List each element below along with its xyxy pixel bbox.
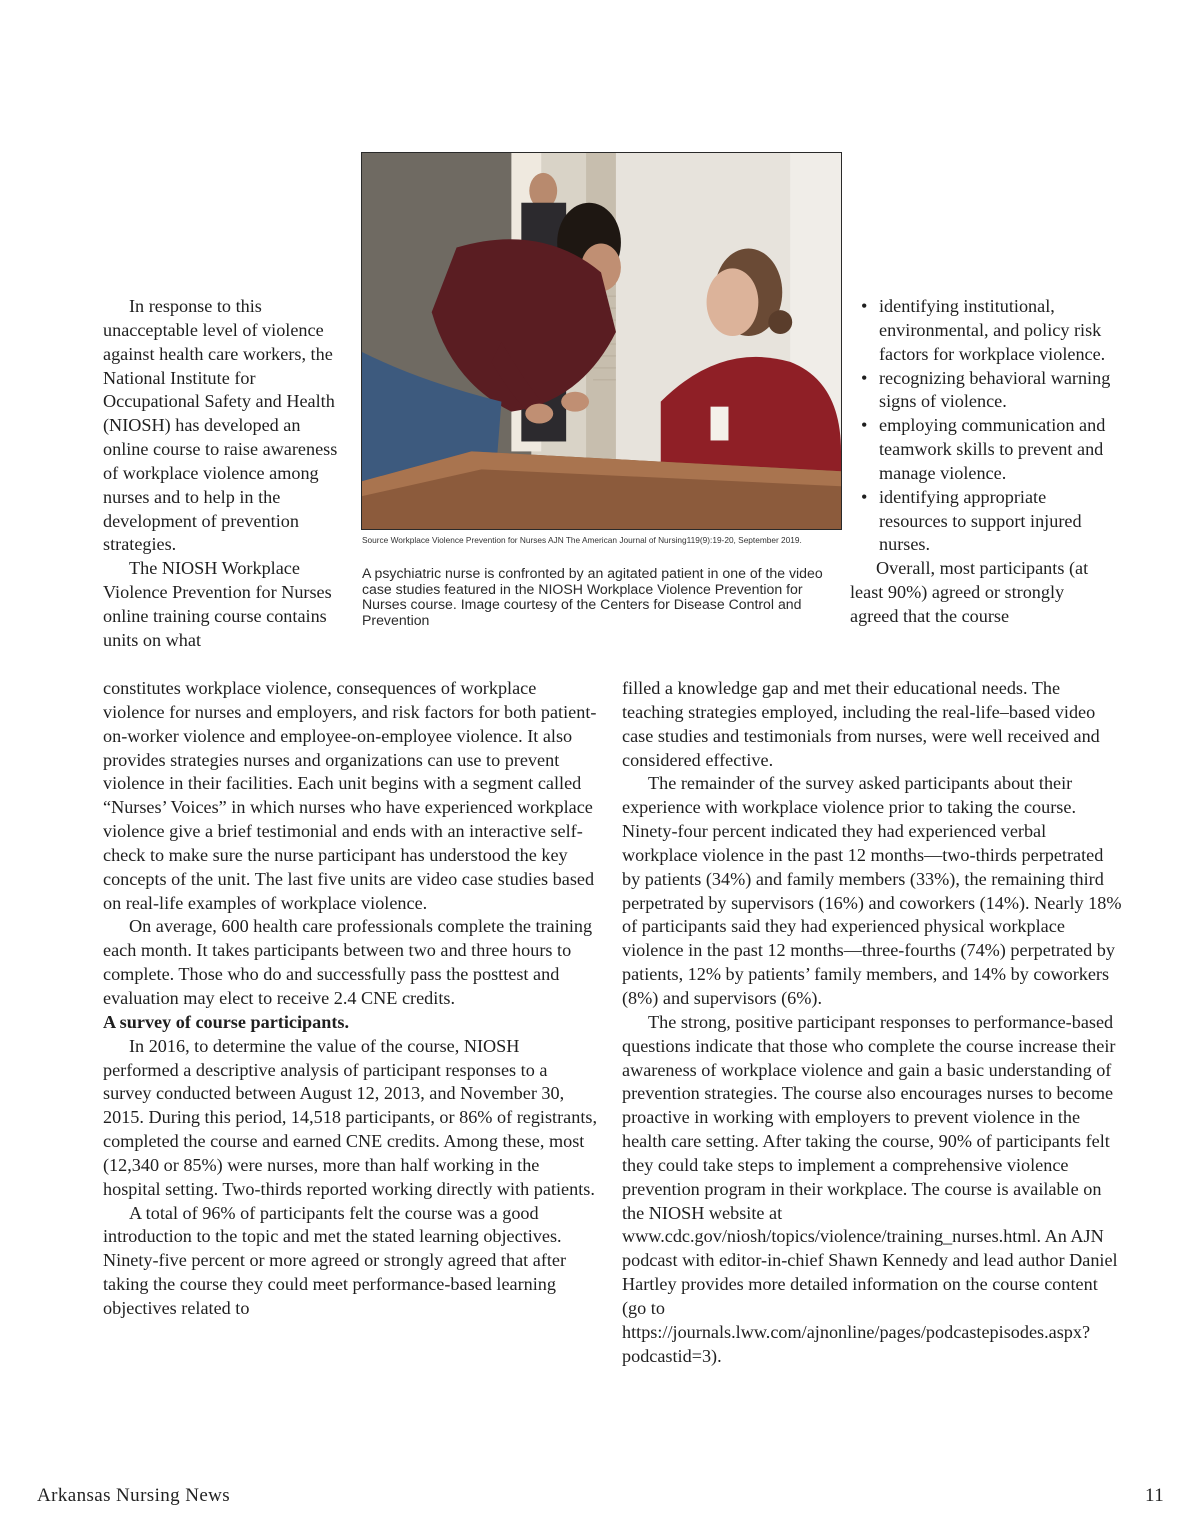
bullet-text: employing communication and teamwork skills to prevent and manage violence. bbox=[879, 415, 1106, 483]
bullet-text: recognizing behavioral warning signs of violence. bbox=[879, 367, 1111, 412]
bullet-item bbox=[850, 367, 1112, 415]
paragraph-course-units-rest: constitutes workplace violence, consequences of workplace violence for nurses and employers, and risk factors for both patient-on-worker violence and employee-on-employee violence. It also provides strategies nurses and organizations can use to prevent violence in their facilities. Each unit begins with a segment called “Nurses’ Voices” in which nurses who have experienced workplace violence give a brief testimonial and ends with an interactive self-check to make sure the nurse participant has understood the key concepts of the unit. The last five units are video case studies based on real-life examples of workplace violence. bbox=[103, 678, 597, 913]
photo-illustration bbox=[362, 153, 841, 529]
paragraph-course-units-start: The NIOSH Workplace Violence Prevention for Nurses online training course contains units on what bbox=[103, 558, 332, 650]
bullet-item bbox=[850, 295, 1112, 367]
article-photo bbox=[361, 152, 842, 530]
bullet-text: identifying institutional, environmental, and policy risk factors for workplace violence. bbox=[879, 296, 1106, 364]
bullet-item bbox=[850, 486, 1112, 558]
paragraph-prior-violence: The remainder of the survey asked participants about their experience with workplace violence prior to taking the course. Ninety-four percent indicated they had experienced verbal workplace violence in the past 12 months—two-thirds perpetrated by patients (34%) and family members (33%), the remaining third perpetrated by supervisors (16%) and coworkers (14%). Nearly 18% of participants said they had experienced physical workplace violence in the past 12 months—three-fourths (74%) perpetrated by patients, 12% by patients’ family members, and 14% by coworkers (8%) and supervisors (6%). bbox=[622, 773, 1122, 1008]
paragraph-overall-rest: filled a knowledge gap and met their educational needs. The teaching strategies employed, including the real-life–based video case studies and testimonials from nurses, were well received and considered effective. bbox=[622, 678, 1100, 770]
bullet-marker: • bbox=[861, 367, 868, 388]
footer-page-number: 11 bbox=[1145, 1485, 1165, 1506]
paragraph-survey-analysis: In 2016, to determine the value of the course, NIOSH performed a descriptive analysis of participant responses to a survey conducted between August 12, 2013, and November 30, 2015. During this period, 14,518 participants, or 86% of registrants, completed the course and earned CNE credits. Among these, most (12,340 or 85%) were nurses, more than half working in the hospital setting. Two-thirds reported working directly with patients. bbox=[103, 1035, 598, 1199]
paragraph-overall-start: Overall, most participants (at least 90%) agreed or strongly agreed that the course bbox=[850, 558, 1089, 626]
bullet-marker: • bbox=[861, 415, 868, 436]
section-heading-survey: A survey of course participants. bbox=[103, 1011, 350, 1032]
photo-source-credit: Source Workplace Violence Prevention for Nurses AJN The American Journal of Nursing119(9):19-20, September 2019. bbox=[362, 535, 802, 545]
left-narrow-column bbox=[103, 295, 339, 653]
paragraph-average-completion: On average, 600 health care professionals complete the training each month. It takes participants between two and three hours to complete. Those who do and successfully pass the posttest and evaluation may elect to receive 2.4 CNE credits. bbox=[103, 916, 593, 1008]
paragraph-intro: In response to this unacceptable level of violence against health care workers, the National Institute for Occupational Safety and Health (NIOSH) has developed an online course to raise awareness of workplace violence among nurses and to help in the development of prevention strategies. bbox=[103, 296, 338, 555]
right-wide-column bbox=[622, 677, 1122, 1368]
paragraph-learning-objectives: A total of 96% of participants felt the course was a good introduction to the topic and met the stated learning objectives. Ninety-five percent or more agreed or strongly agreed that after taking the course they could meet performance-based learning objectives related to bbox=[103, 1202, 567, 1318]
bullet-marker: • bbox=[861, 486, 868, 507]
bullet-marker: • bbox=[861, 296, 868, 316]
bullet-item bbox=[850, 414, 1112, 486]
paragraph-conclusion: The strong, positive participant responses to performance-based questions indicate that those who complete the course increase their awareness of workplace violence and gain a basic understanding of prevention strategies. The course also encourages nurses to become proactive in working with employers to prevent violence in the health care setting. After taking the course, 90% of participants felt they could take steps to implement a comprehensive violence prevention program in their workplace. The course is available on the NIOSH website at www.cdc.gov/niosh/topics/violence/training_nurses.html. An AJN podcast with editor-in-chief Shawn Kennedy and lead author Daniel Hartley provides more detailed information on the course content (go to https://journals.lww.com/ajnonline/pages/podcastepisodes.aspx?podcastid=3). bbox=[622, 1011, 1118, 1366]
bullet-text: identifying appropriate resources to support injured nurses. bbox=[879, 486, 1082, 555]
left-wide-column bbox=[103, 677, 598, 1321]
objectives-bullet-list bbox=[850, 295, 1112, 557]
photo-caption: A psychiatric nurse is confronted by an agitated patient in one of the video case studies featured in the NIOSH Workplace Violence Prevention for Nurses course. Image courtesy of the Centers for Disease Control and Prevention bbox=[362, 565, 823, 628]
right-narrow-column bbox=[850, 295, 1112, 629]
footer-publication-name: Arkansas Nursing News bbox=[37, 1485, 231, 1506]
